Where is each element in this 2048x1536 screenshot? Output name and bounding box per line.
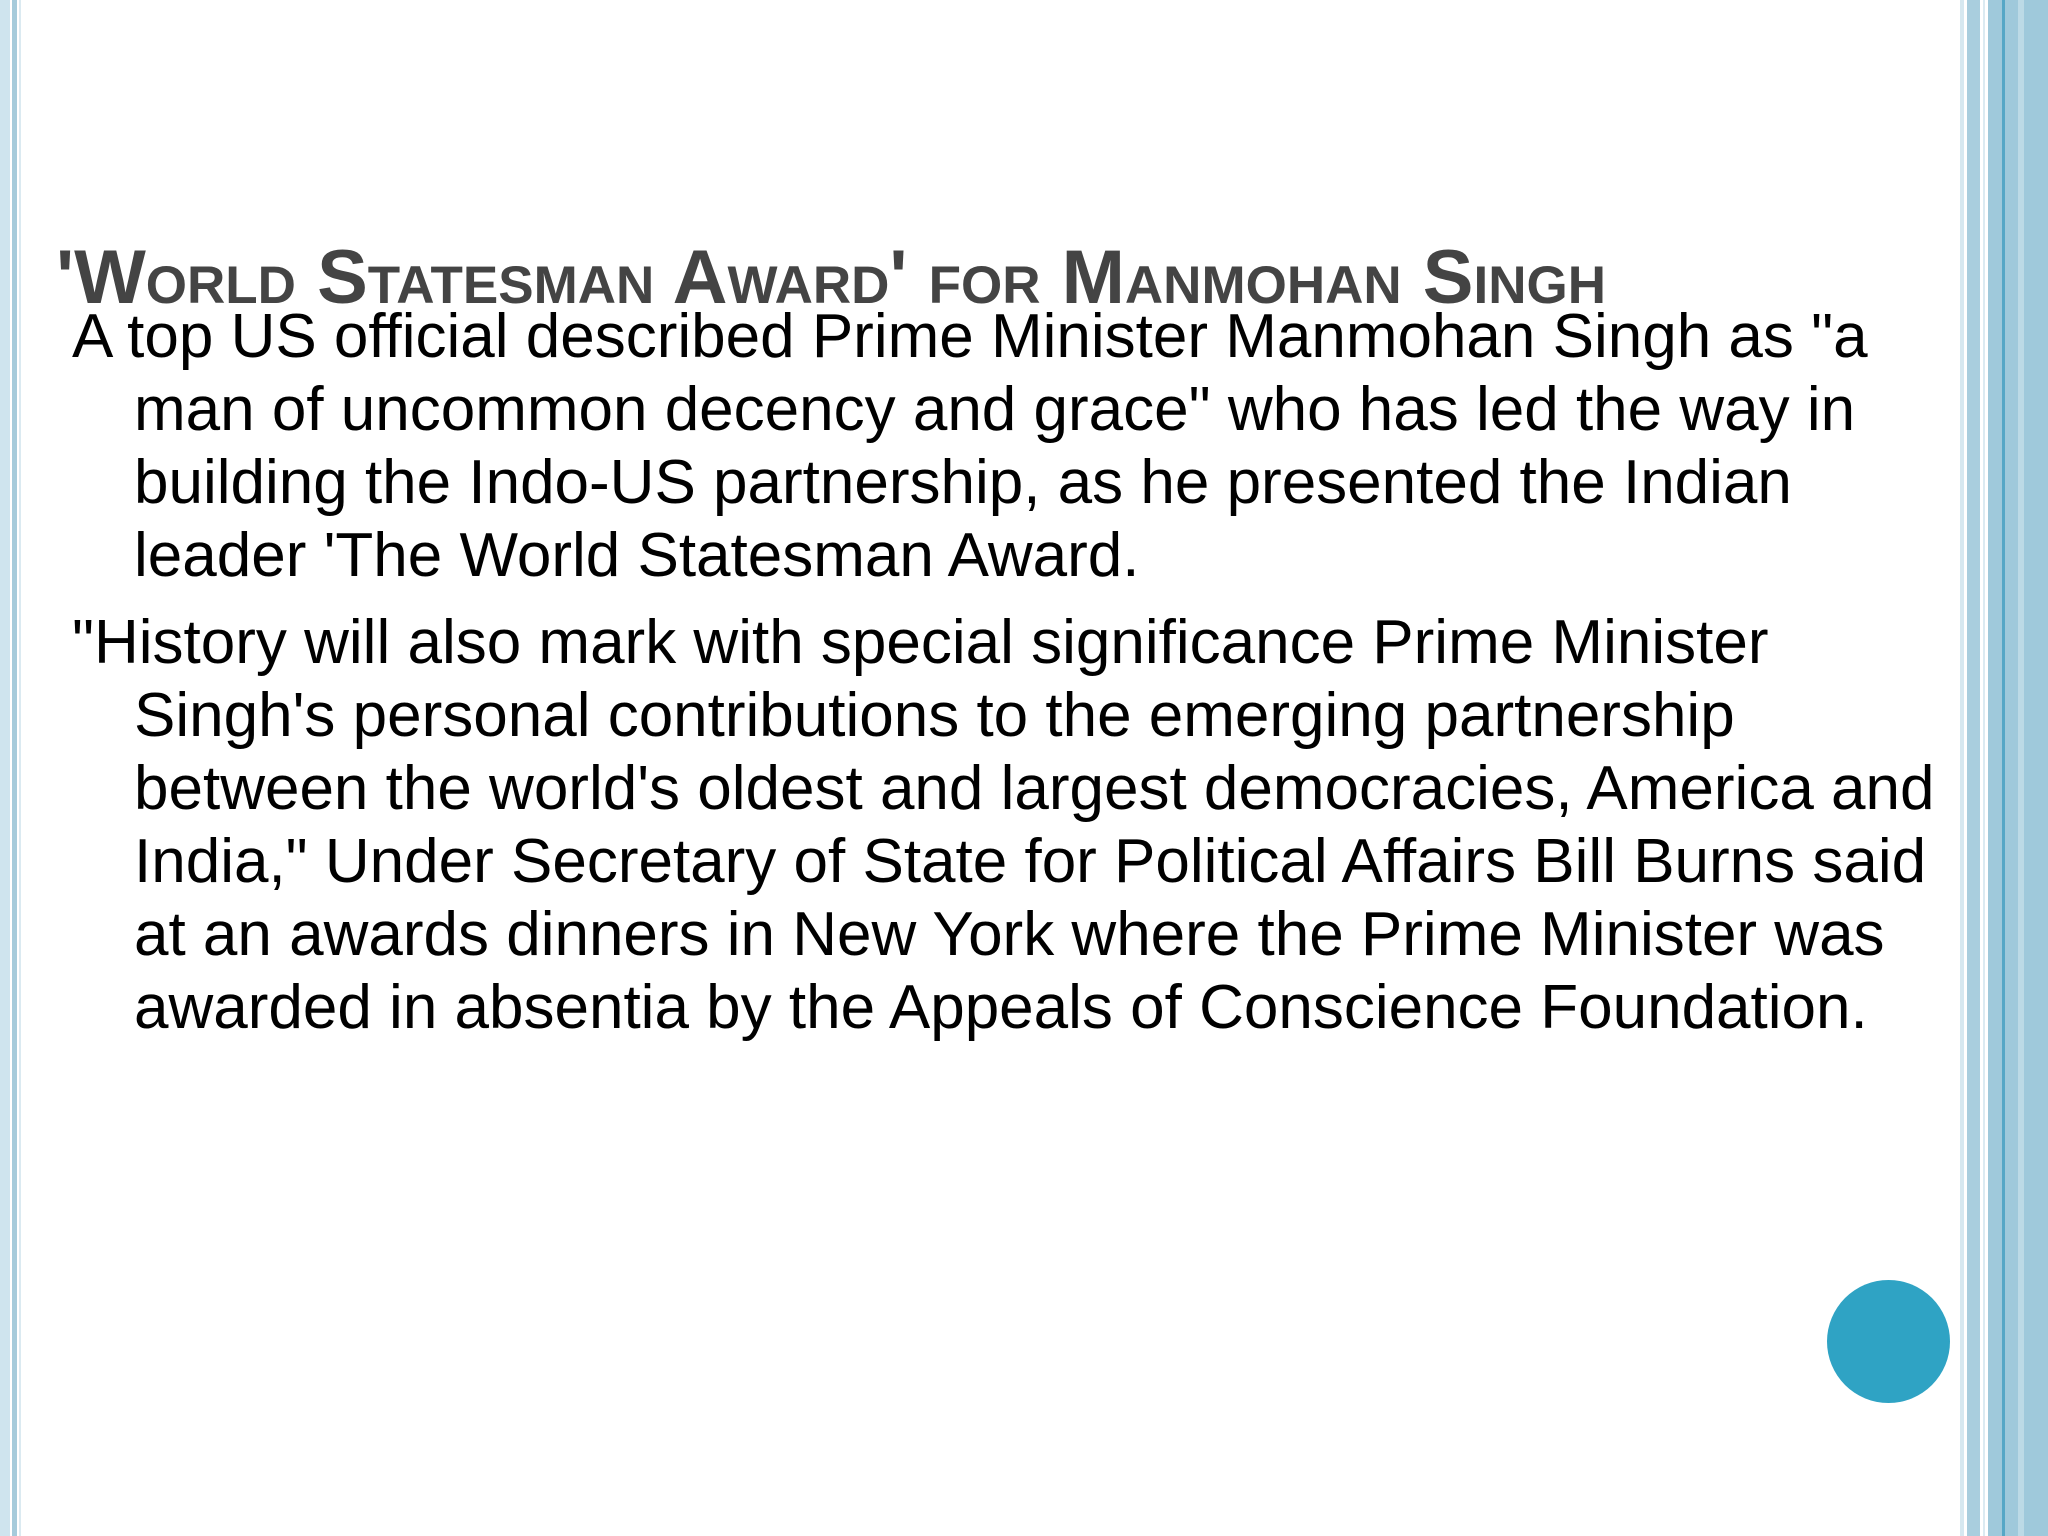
right-border-stripe — [2002, 0, 2005, 1536]
body-paragraph: "History will also mark with special significance Prime Minister Singh's personal contributions to the emerging partnership between the world's oldest and largest democracies, America and India," Under Secretary of State for Political Affairs Bill Burns said at an awards dinners in New York where the Prime Minister was awarded in absentia by the Appeals of Conscience Foundation. — [72, 608, 1935, 1042]
left-border-stripe — [0, 0, 10, 1536]
decorative-circle — [1827, 1280, 1950, 1403]
slide-title: 'World Statesman Award' for Manmohan Singh — [56, 235, 1606, 320]
slide-body — [72, 300, 1972, 1058]
right-border-stripe — [1983, 0, 1985, 1536]
body-paragraph: A top US official described Prime Minister Manmohan Singh as "a man of uncommon decency and grace" who has led the way in building the Indo-US partnership, as he presented the Indian leader 'The World Statesman Award. — [72, 302, 1868, 590]
left-border-stripe — [19, 0, 21, 1536]
left-border-stripe — [12, 0, 17, 1536]
right-border-stripe — [2018, 0, 2024, 1536]
